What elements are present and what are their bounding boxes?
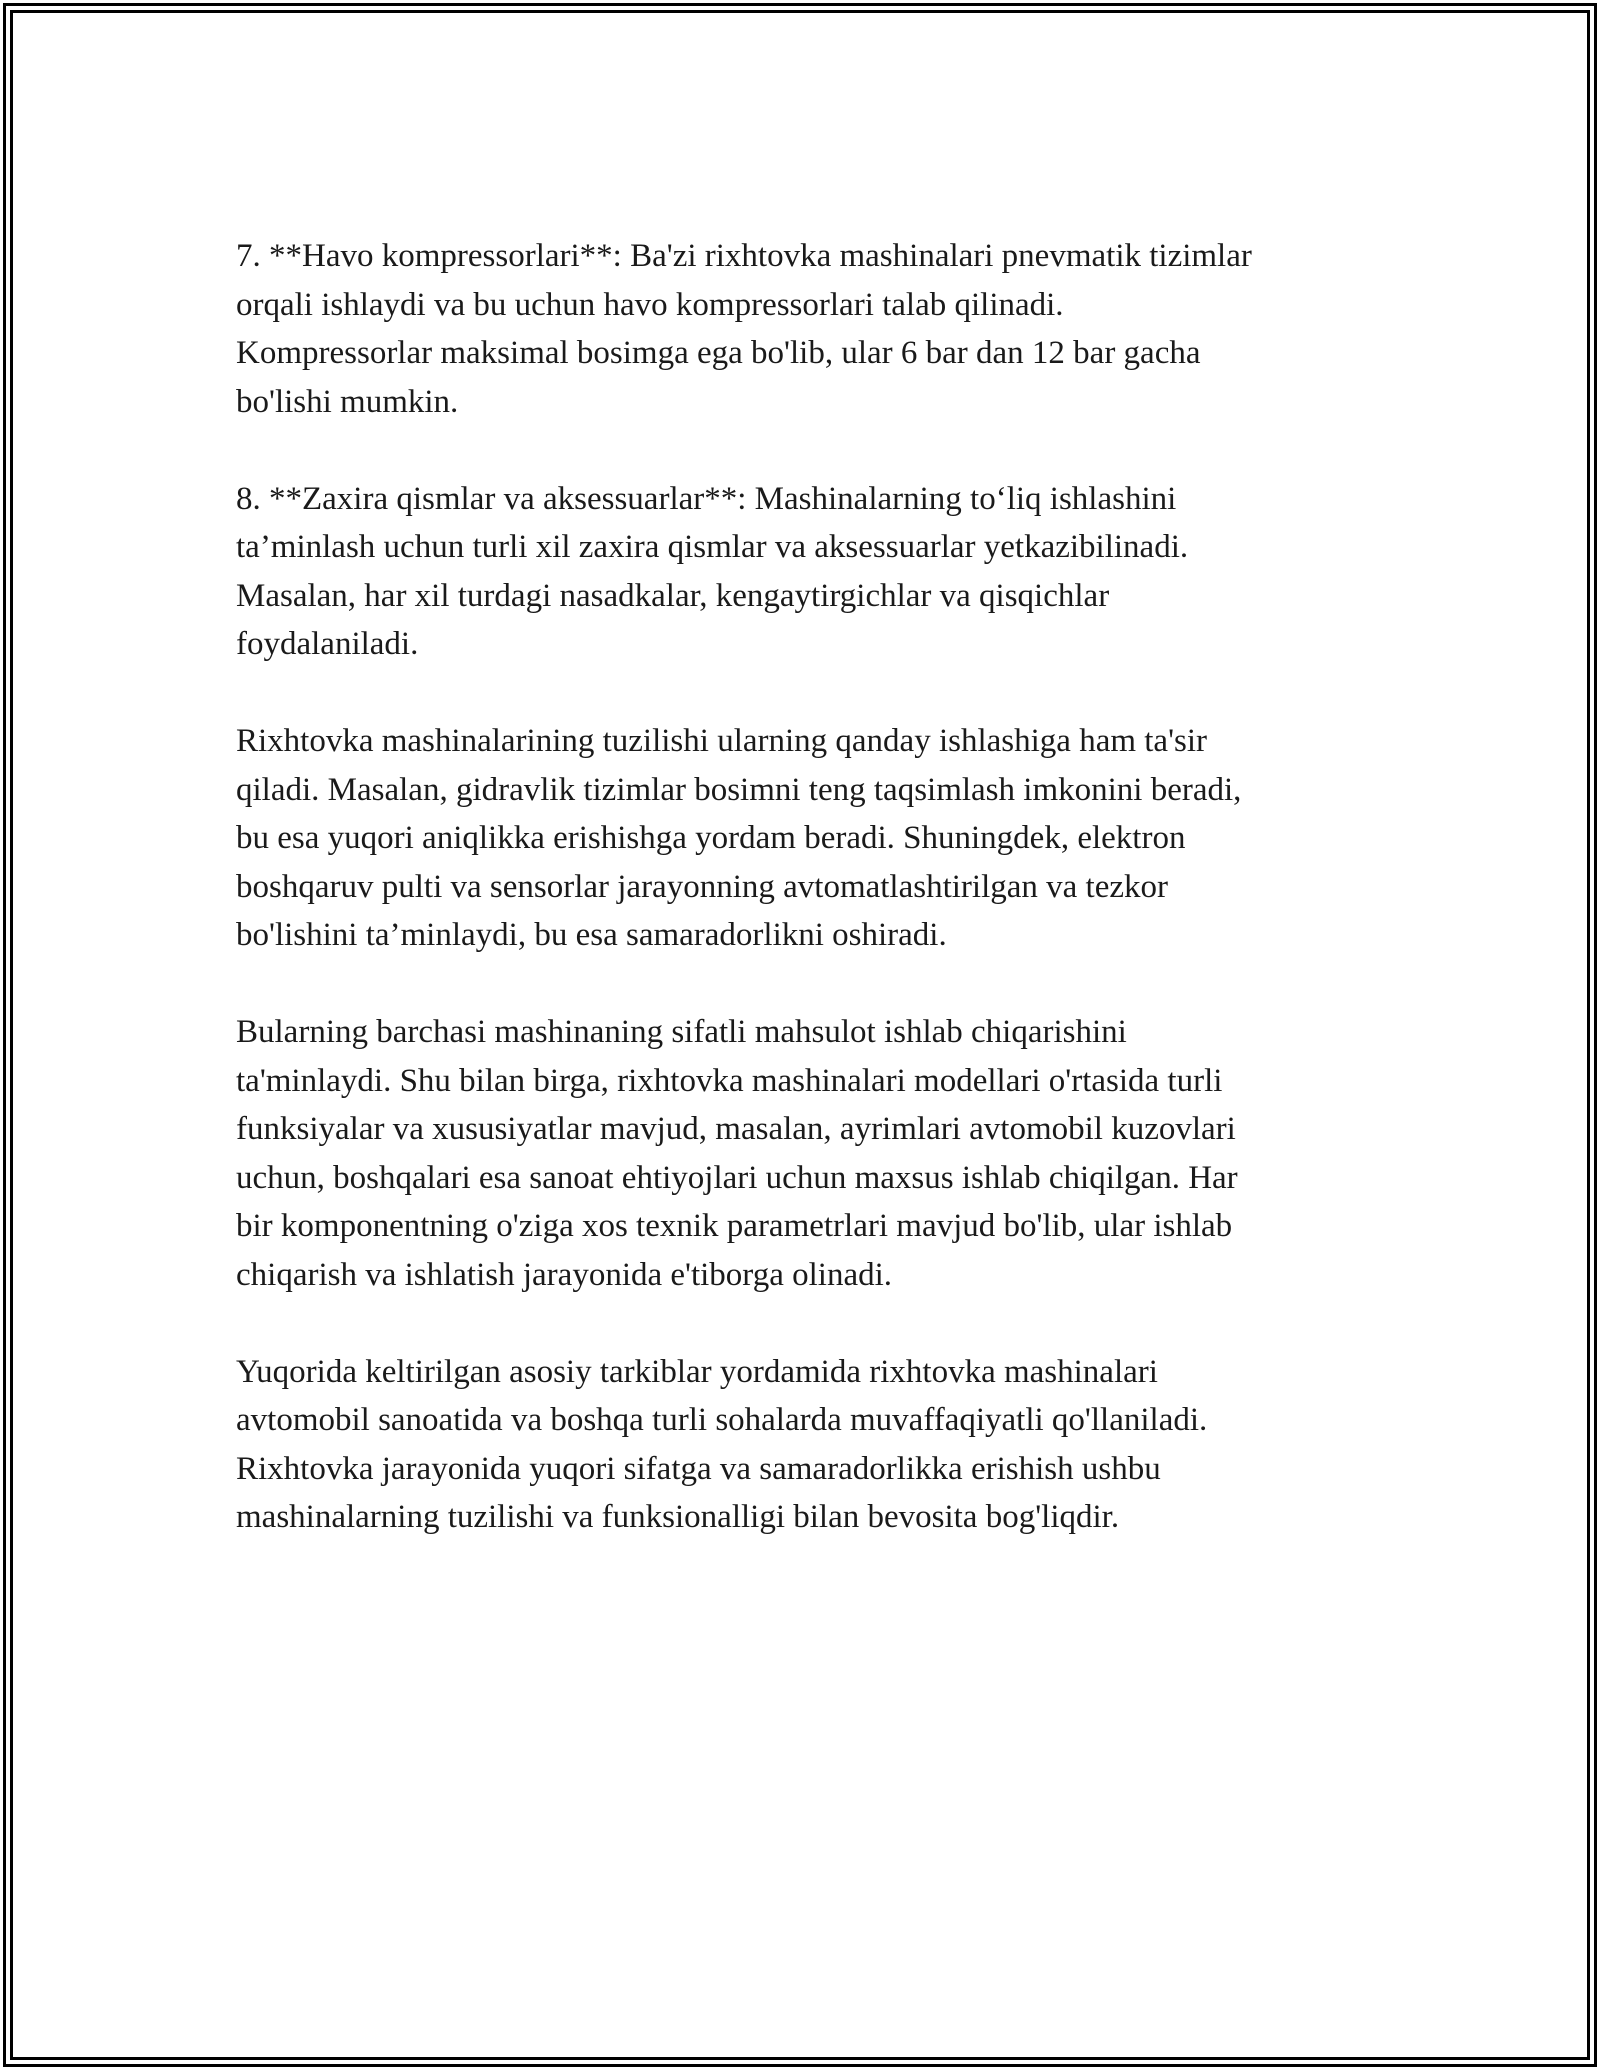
document-body	[236, 232, 1416, 1590]
paragraph-tuzilishi: Rixhtovka mashinalarining tuzilishi ularning qanday ishlashiga ham ta'sir qiladi. Masalan, gidravlik tizimlar bosimni teng taqsimlash imkonini beradi, bu esa yuqori aniqlikka erishishga yordam beradi. Shuningdek, elektron boshqaruv pulti va sensorlar jarayonning avtomatlashtirilgan va tezkor bo'lishini ta’minlaydi, bu esa samaradorlikni oshiradi.	[236, 723, 1242, 953]
paragraph-bularning-barchasi: Bularning barchasi mashinaning sifatli mahsulot ishlab chiqarishini ta'minlaydi. Shu bilan birga, rixhtovka mashinalari modellari o'rtasida turli funksiyalar va xususiyatlar mavjud, masalan, ayrimlari avtomobil kuzovlari uchun, boshqalari esa sanoat ehtiyojlari uchun maxsus ishlab chiqilgan. Har bir komponentning o'ziga xos texnik parametrlari mavjud bo'lib, ular ishlab chiqarish va ishlatish jarayonida e'tiborga olinadi.	[236, 1014, 1238, 1293]
paragraph-havo-kompressorlari: 7. **Havo kompressorlari**: Ba'zi rixhtovka mashinalari pnevmatik tizimlar orqali ishlaydi va bu uchun havo kompressorlari talab qilinadi. Kompressorlar maksimal bosimga ega bo'lib, ular 6 bar dan 12 bar gacha bo'lishi mumkin.	[236, 238, 1252, 420]
paragraph-yuqorida: Yuqorida keltirilgan asosiy tarkiblar yordamida rixhtovka mashinalari avtomobil sanoatida va boshqa turli sohalarda muvaffaqiyatli qo'llaniladi. Rixhtovka jarayonida yuqori sifatga va samaradorlikka erishish ushbu mashinalarning tuzilishi va funksionalligi bilan bevosita bog'liqdir.	[236, 1353, 1208, 1535]
paragraph-zaxira-qismlar: 8. **Zaxira qismlar va aksessuarlar**: Mashinalarning to‘liq ishlashini ta’minlash uchun turli xil zaxira qismlar va aksessuarlar yetkazibilinadi. Masalan, har xil turdagi nasadkalar, kengaytirgichlar va qisqichlar foydalaniladi.	[236, 480, 1189, 662]
